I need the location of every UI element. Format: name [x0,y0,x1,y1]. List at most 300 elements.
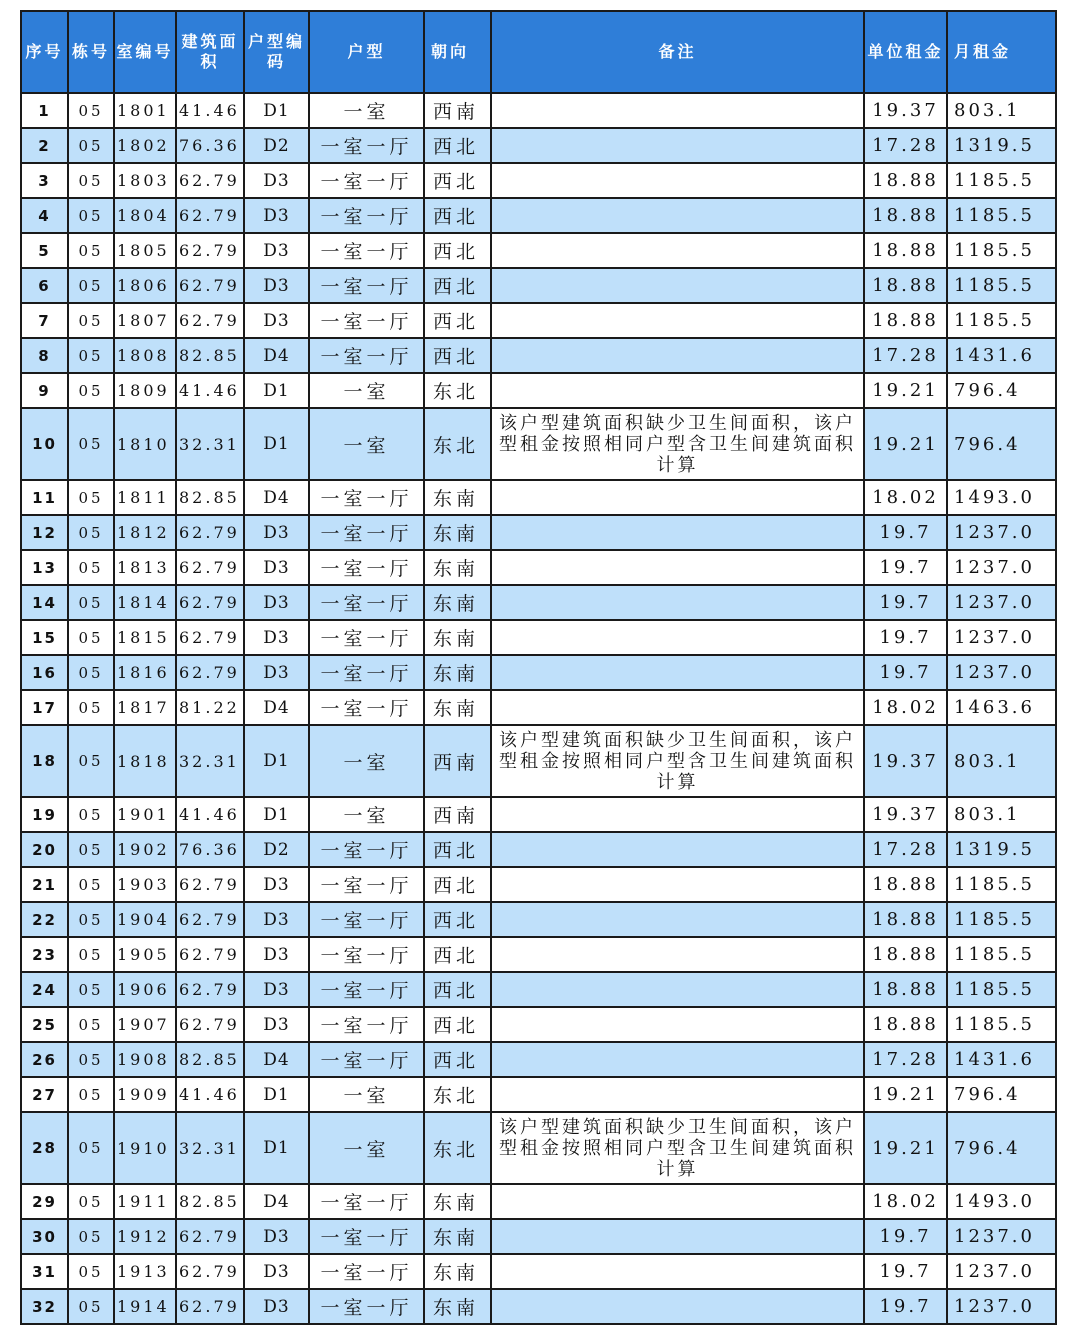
table-row [21,1219,1056,1254]
cell-room: 1911 [114,1184,176,1219]
cell-type: 一室 [309,797,424,832]
cell-unit-rent: 18.88 [864,198,947,233]
cell-type: 一室一厅 [309,867,424,902]
cell-building: 05 [68,1042,114,1077]
cell-type: 一室一厅 [309,902,424,937]
cell-unit-rent: 18.88 [864,233,947,268]
cell-seq: 26 [21,1042,68,1077]
cell-monthly-rent: 1185.5 [947,937,1056,972]
cell-type-code: D4 [244,338,309,373]
table-row [21,725,1056,797]
cell-unit-rent: 19.7 [864,655,947,690]
cell-room: 1905 [114,937,176,972]
cell-area: 62.79 [176,585,244,620]
cell-type-code: D3 [244,1007,309,1042]
cell-seq: 28 [21,1112,68,1184]
cell-area: 62.79 [176,972,244,1007]
cell-seq: 1 [21,93,68,128]
table-row [21,480,1056,515]
cell-area: 82.85 [176,480,244,515]
cell-remark [491,1219,864,1254]
cell-area: 32.31 [176,725,244,797]
cell-monthly-rent: 1237.0 [947,550,1056,585]
cell-type: 一室一厅 [309,515,424,550]
cell-monthly-rent: 1237.0 [947,1254,1056,1289]
cell-monthly-rent: 1185.5 [947,972,1056,1007]
cell-room: 1903 [114,867,176,902]
cell-seq: 13 [21,550,68,585]
cell-remark [491,797,864,832]
cell-room: 1813 [114,550,176,585]
cell-type-code: D3 [244,867,309,902]
cell-type: 一室一厅 [309,480,424,515]
cell-monthly-rent: 1237.0 [947,620,1056,655]
cell-seq: 30 [21,1219,68,1254]
cell-type-code: D3 [244,972,309,1007]
table-row [21,1184,1056,1219]
header-area: 建筑面积 [176,11,244,93]
cell-type-code: D4 [244,1184,309,1219]
rent-table-container [20,10,1055,1325]
header-seq: 序号 [21,11,68,93]
cell-remark [491,93,864,128]
cell-unit-rent: 18.88 [864,1007,947,1042]
cell-building: 05 [68,338,114,373]
rent-table [20,10,1057,1325]
cell-type-code: D3 [244,268,309,303]
cell-type: 一室一厅 [309,1219,424,1254]
cell-type: 一室 [309,373,424,408]
table-row [21,937,1056,972]
cell-room: 1811 [114,480,176,515]
cell-orientation: 西北 [424,937,491,972]
cell-area: 62.79 [176,655,244,690]
cell-type: 一室一厅 [309,1184,424,1219]
cell-type: 一室一厅 [309,550,424,585]
cell-area: 62.79 [176,163,244,198]
cell-unit-rent: 19.21 [864,1077,947,1112]
cell-orientation: 东南 [424,1184,491,1219]
cell-remark [491,620,864,655]
cell-orientation: 西北 [424,163,491,198]
table-row [21,1042,1056,1077]
cell-building: 05 [68,198,114,233]
cell-unit-rent: 19.37 [864,93,947,128]
cell-unit-rent: 19.7 [864,515,947,550]
cell-type-code: D4 [244,480,309,515]
cell-monthly-rent: 1185.5 [947,268,1056,303]
cell-area: 62.79 [176,902,244,937]
cell-building: 05 [68,867,114,902]
cell-room: 1909 [114,1077,176,1112]
cell-building: 05 [68,268,114,303]
cell-orientation: 西北 [424,338,491,373]
cell-area: 82.85 [176,1042,244,1077]
cell-type: 一室一厅 [309,163,424,198]
cell-unit-rent: 19.7 [864,1289,947,1324]
cell-seq: 21 [21,867,68,902]
cell-unit-rent: 19.7 [864,1254,947,1289]
cell-building: 05 [68,1254,114,1289]
cell-area: 41.46 [176,373,244,408]
cell-monthly-rent: 796.4 [947,1077,1056,1112]
cell-remark [491,338,864,373]
cell-unit-rent: 17.28 [864,338,947,373]
cell-remark [491,902,864,937]
cell-orientation: 东北 [424,1077,491,1112]
cell-monthly-rent: 796.4 [947,373,1056,408]
cell-orientation: 东南 [424,1219,491,1254]
cell-type: 一室 [309,408,424,480]
cell-remark [491,268,864,303]
cell-room: 1817 [114,690,176,725]
cell-unit-rent: 18.02 [864,690,947,725]
cell-remark [491,233,864,268]
cell-building: 05 [68,725,114,797]
cell-type-code: D3 [244,655,309,690]
cell-building: 05 [68,1219,114,1254]
cell-building: 05 [68,1112,114,1184]
cell-unit-rent: 18.88 [864,163,947,198]
cell-seq: 3 [21,163,68,198]
cell-building: 05 [68,128,114,163]
cell-monthly-rent: 1319.5 [947,128,1056,163]
cell-room: 1805 [114,233,176,268]
cell-area: 32.31 [176,408,244,480]
cell-seq: 9 [21,373,68,408]
cell-type: 一室 [309,1112,424,1184]
cell-room: 1913 [114,1254,176,1289]
table-row [21,797,1056,832]
cell-area: 32.31 [176,1112,244,1184]
cell-type-code: D1 [244,725,309,797]
cell-monthly-rent: 803.1 [947,725,1056,797]
cell-type-code: D3 [244,303,309,338]
cell-orientation: 东南 [424,1254,491,1289]
cell-area: 62.79 [176,1254,244,1289]
cell-seq: 11 [21,480,68,515]
cell-room: 1804 [114,198,176,233]
cell-orientation: 东南 [424,620,491,655]
cell-unit-rent: 19.21 [864,1112,947,1184]
cell-orientation: 西北 [424,198,491,233]
cell-room: 1812 [114,515,176,550]
cell-type-code: D3 [244,620,309,655]
cell-building: 05 [68,163,114,198]
table-row [21,1112,1056,1184]
cell-building: 05 [68,1184,114,1219]
cell-room: 1810 [114,408,176,480]
table-row [21,128,1056,163]
cell-unit-rent: 19.7 [864,620,947,655]
cell-type-code: D3 [244,937,309,972]
cell-building: 05 [68,1007,114,1042]
cell-room: 1801 [114,93,176,128]
cell-unit-rent: 18.88 [864,902,947,937]
cell-area: 82.85 [176,1184,244,1219]
cell-monthly-rent: 1493.0 [947,1184,1056,1219]
cell-type: 一室一厅 [309,303,424,338]
cell-building: 05 [68,797,114,832]
cell-orientation: 西北 [424,233,491,268]
cell-building: 05 [68,408,114,480]
cell-type: 一室一厅 [309,268,424,303]
cell-seq: 6 [21,268,68,303]
cell-type: 一室一厅 [309,198,424,233]
cell-type-code: D2 [244,128,309,163]
cell-seq: 8 [21,338,68,373]
cell-room: 1803 [114,163,176,198]
header-building: 栋号 [68,11,114,93]
cell-monthly-rent: 803.1 [947,93,1056,128]
cell-room: 1818 [114,725,176,797]
cell-room: 1902 [114,832,176,867]
cell-room: 1908 [114,1042,176,1077]
table-row [21,268,1056,303]
cell-remark: 该户型建筑面积缺少卫生间面积，该户型租金按照相同户型含卫生间建筑面积计算 [491,1112,864,1184]
cell-orientation: 西北 [424,128,491,163]
table-row [21,1254,1056,1289]
table-row [21,832,1056,867]
cell-area: 62.79 [176,515,244,550]
cell-building: 05 [68,972,114,1007]
cell-remark [491,373,864,408]
cell-area: 62.79 [176,550,244,585]
header-monthly-rent: 月租金 [947,11,1056,93]
cell-building: 05 [68,902,114,937]
cell-orientation: 东南 [424,690,491,725]
table-row [21,550,1056,585]
cell-orientation: 东北 [424,1112,491,1184]
cell-area: 62.79 [176,937,244,972]
cell-type: 一室一厅 [309,338,424,373]
cell-unit-rent: 19.21 [864,408,947,480]
cell-remark [491,480,864,515]
cell-orientation: 西北 [424,867,491,902]
cell-monthly-rent: 1237.0 [947,1219,1056,1254]
cell-unit-rent: 17.28 [864,128,947,163]
cell-seq: 31 [21,1254,68,1289]
cell-type: 一室一厅 [309,937,424,972]
table-row [21,303,1056,338]
cell-building: 05 [68,515,114,550]
cell-seq: 20 [21,832,68,867]
cell-building: 05 [68,303,114,338]
cell-type-code: D3 [244,515,309,550]
cell-unit-rent: 18.88 [864,972,947,1007]
cell-seq: 19 [21,797,68,832]
cell-building: 05 [68,832,114,867]
table-row [21,373,1056,408]
cell-room: 1802 [114,128,176,163]
cell-seq: 29 [21,1184,68,1219]
cell-type: 一室一厅 [309,1007,424,1042]
cell-room: 1816 [114,655,176,690]
cell-seq: 17 [21,690,68,725]
cell-unit-rent: 19.37 [864,725,947,797]
cell-type-code: D3 [244,1254,309,1289]
cell-seq: 25 [21,1007,68,1042]
cell-type-code: D3 [244,550,309,585]
cell-area: 62.79 [176,198,244,233]
cell-type: 一室 [309,93,424,128]
cell-orientation: 西南 [424,797,491,832]
cell-orientation: 东北 [424,408,491,480]
cell-monthly-rent: 1237.0 [947,585,1056,620]
cell-type: 一室一厅 [309,1042,424,1077]
table-row [21,1007,1056,1042]
cell-room: 1808 [114,338,176,373]
cell-unit-rent: 18.88 [864,303,947,338]
cell-remark [491,585,864,620]
header-type: 户型 [309,11,424,93]
cell-area: 82.85 [176,338,244,373]
cell-area: 62.79 [176,303,244,338]
cell-orientation: 西北 [424,1042,491,1077]
cell-area: 62.79 [176,233,244,268]
table-row [21,198,1056,233]
cell-remark [491,690,864,725]
cell-type-code: D1 [244,373,309,408]
cell-seq: 7 [21,303,68,338]
cell-building: 05 [68,373,114,408]
cell-orientation: 西北 [424,1007,491,1042]
cell-area: 41.46 [176,93,244,128]
cell-type: 一室一厅 [309,1254,424,1289]
table-row [21,902,1056,937]
cell-seq: 14 [21,585,68,620]
cell-unit-rent: 18.88 [864,937,947,972]
header-remark: 备注 [491,11,864,93]
cell-monthly-rent: 796.4 [947,408,1056,480]
cell-type-code: D3 [244,1219,309,1254]
cell-orientation: 西南 [424,93,491,128]
table-row [21,1077,1056,1112]
cell-area: 41.46 [176,1077,244,1112]
cell-remark [491,1289,864,1324]
cell-building: 05 [68,233,114,268]
cell-area: 81.22 [176,690,244,725]
cell-unit-rent: 18.02 [864,480,947,515]
table-row [21,408,1056,480]
cell-remark [491,515,864,550]
cell-building: 05 [68,93,114,128]
cell-remark [491,1077,864,1112]
cell-monthly-rent: 1185.5 [947,163,1056,198]
cell-unit-rent: 18.88 [864,268,947,303]
cell-unit-rent: 19.7 [864,1219,947,1254]
cell-type-code: D4 [244,1042,309,1077]
cell-remark [491,1184,864,1219]
cell-seq: 32 [21,1289,68,1324]
cell-remark: 该户型建筑面积缺少卫生间面积，该户型租金按照相同户型含卫生间建筑面积计算 [491,408,864,480]
cell-monthly-rent: 1185.5 [947,303,1056,338]
cell-remark [491,163,864,198]
table-row [21,233,1056,268]
table-row [21,585,1056,620]
cell-seq: 12 [21,515,68,550]
cell-type: 一室一厅 [309,832,424,867]
cell-type-code: D3 [244,198,309,233]
cell-seq: 16 [21,655,68,690]
cell-area: 41.46 [176,797,244,832]
cell-room: 1815 [114,620,176,655]
cell-remark [491,198,864,233]
cell-type-code: D3 [244,163,309,198]
cell-orientation: 西北 [424,303,491,338]
cell-orientation: 东南 [424,480,491,515]
table-row [21,690,1056,725]
cell-remark [491,655,864,690]
cell-remark [491,1254,864,1289]
cell-type: 一室一厅 [309,655,424,690]
cell-type-code: D3 [244,585,309,620]
cell-building: 05 [68,937,114,972]
cell-room: 1809 [114,373,176,408]
table-row [21,163,1056,198]
cell-orientation: 西北 [424,972,491,1007]
cell-type-code: D3 [244,233,309,268]
table-row [21,972,1056,1007]
table-header-row [21,11,1056,93]
cell-monthly-rent: 1237.0 [947,1289,1056,1324]
cell-monthly-rent: 1493.0 [947,480,1056,515]
cell-type-code: D3 [244,902,309,937]
cell-building: 05 [68,1289,114,1324]
cell-unit-rent: 19.7 [864,585,947,620]
cell-remark [491,832,864,867]
cell-remark [491,867,864,902]
cell-room: 1910 [114,1112,176,1184]
cell-building: 05 [68,690,114,725]
cell-type-code: D1 [244,1112,309,1184]
cell-orientation: 东南 [424,1289,491,1324]
cell-monthly-rent: 1319.5 [947,832,1056,867]
header-room: 室编号 [114,11,176,93]
cell-seq: 23 [21,937,68,972]
cell-monthly-rent: 1237.0 [947,515,1056,550]
cell-building: 05 [68,480,114,515]
cell-type: 一室一厅 [309,585,424,620]
cell-area: 62.79 [176,867,244,902]
cell-orientation: 西北 [424,902,491,937]
cell-building: 05 [68,1077,114,1112]
cell-area: 62.79 [176,620,244,655]
cell-area: 62.79 [176,1289,244,1324]
header-orientation: 朝向 [424,11,491,93]
cell-building: 05 [68,550,114,585]
cell-orientation: 西南 [424,725,491,797]
cell-type: 一室一厅 [309,233,424,268]
cell-unit-rent: 18.02 [864,1184,947,1219]
cell-monthly-rent: 1237.0 [947,655,1056,690]
cell-area: 76.36 [176,832,244,867]
cell-building: 05 [68,655,114,690]
table-row [21,867,1056,902]
cell-seq: 18 [21,725,68,797]
cell-room: 1912 [114,1219,176,1254]
cell-monthly-rent: 1185.5 [947,198,1056,233]
cell-remark [491,1007,864,1042]
cell-monthly-rent: 1431.6 [947,338,1056,373]
cell-orientation: 东南 [424,550,491,585]
cell-type: 一室一厅 [309,128,424,163]
cell-seq: 5 [21,233,68,268]
cell-orientation: 西北 [424,832,491,867]
cell-room: 1806 [114,268,176,303]
cell-orientation: 东北 [424,373,491,408]
cell-room: 1814 [114,585,176,620]
